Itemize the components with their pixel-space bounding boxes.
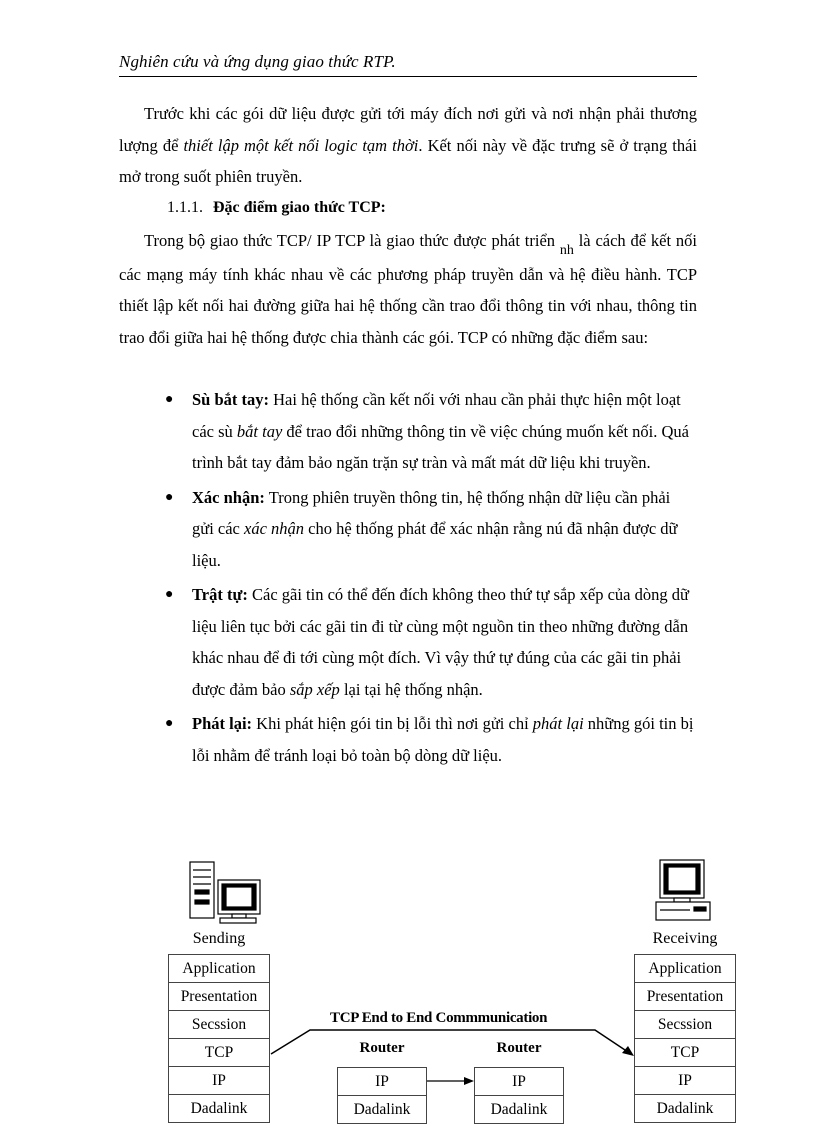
bullet-term: Phát lại: bbox=[192, 714, 253, 733]
tcp-path-line bbox=[271, 1030, 628, 1054]
bullet-text: Khi phát hiện gói tin bị lỗi thì nơi gửi chỉ bbox=[252, 714, 533, 733]
bullet-icon: ● bbox=[165, 716, 174, 731]
layer-tcp: TCP bbox=[634, 1038, 736, 1067]
router-arrowhead-icon bbox=[464, 1077, 474, 1085]
section-title: Đặc điểm giao thức TCP: bbox=[213, 199, 386, 216]
sending-label: Sending bbox=[192, 930, 246, 947]
layer-application: Application bbox=[168, 954, 270, 983]
bullet-emphasis: phát lại bbox=[532, 714, 584, 733]
router-label: Router bbox=[359, 1040, 405, 1056]
bullet-emphasis: bắt tay bbox=[236, 421, 283, 441]
bullet-icon: ● bbox=[165, 489, 174, 505]
receiving-label: Receiving bbox=[652, 930, 718, 947]
section-number: 1.1.1. bbox=[167, 199, 203, 216]
layer-session: Secssion bbox=[168, 1010, 270, 1039]
bullet-emphasis: xác nhận bbox=[244, 519, 305, 538]
receiving-stack bbox=[634, 955, 736, 1123]
layer-ip: IP bbox=[168, 1066, 270, 1095]
bullet-text: Các gãi tin có thể đến đích không theo thứ tự sắp xếp của dòng dữ liệu liên tục bởi các gãi tin đi từ cùng một nguồn tin theo những đường dẫn khác nhau để đi tới cùng một đích. Vì vậy thứ tự đúng của các gãi tin phải được đảm bảo bbox=[192, 585, 689, 699]
layer-ip: IP bbox=[634, 1066, 736, 1095]
layer-presentation: Presentation bbox=[168, 982, 270, 1011]
router-stack bbox=[474, 1068, 564, 1124]
bullet-icon: ● bbox=[165, 587, 174, 602]
bullet-text: Hai hệ thống cần kết nối với nhau cần phải thực hiện một loạt các sù bbox=[192, 390, 681, 441]
para2-text-b: là cách để kết nối các mạng máy tính khác nhau về các phương pháp truyền dẫn và hệ điều hành. TCP thiết lập kết nối hai đường giữa hai hệ thống cần trao đổi thông tin với nhau, thông tin trao đổi giữa hai hệ thống được chia thành các gói. TCP có những đặc điểm sau: bbox=[119, 231, 697, 347]
bullet-term: Xác nhận: bbox=[192, 487, 265, 507]
tcp-communication-label: TCP End to End Commmunication bbox=[330, 1010, 548, 1026]
para1-emphasis: thiết lập một kết nối logic tạm thời bbox=[183, 135, 419, 155]
layer-ip: IP bbox=[337, 1067, 427, 1096]
sending-stack bbox=[168, 955, 270, 1123]
bullet-text: Trong phiên truyền thông tin, hệ thống nhận dữ liệu cần phải gửi các bbox=[192, 487, 671, 538]
tcp-arrowhead-icon bbox=[622, 1046, 634, 1056]
bullet-icon: ● bbox=[165, 392, 174, 407]
router-label: Router bbox=[496, 1040, 542, 1056]
router-stack bbox=[337, 1068, 427, 1124]
layer-datalink: Dadalink bbox=[168, 1094, 270, 1123]
para2-text-a: Trong bộ giao thức TCP/ IP TCP là giao thức được phát triển bbox=[144, 231, 560, 250]
layer-ip: IP bbox=[474, 1067, 564, 1096]
layer-datalink: Dadalink bbox=[474, 1095, 564, 1124]
layer-presentation: Presentation bbox=[634, 982, 736, 1011]
page-header: Nghiên cứu và ứng dụng giao thức RTP. bbox=[119, 52, 697, 77]
layer-datalink: Dadalink bbox=[337, 1095, 427, 1124]
bullet-text: những gói tin bị lỗi nhằm để tránh loại bỏ toàn bộ dòng dữ liệu. bbox=[192, 714, 694, 765]
bullet-emphasis: sắp xếp bbox=[289, 679, 340, 699]
layer-datalink: Dadalink bbox=[634, 1094, 736, 1123]
para2-subscript: nh bbox=[559, 243, 574, 258]
layer-application: Application bbox=[634, 954, 736, 983]
bullet-term: Trật tự: bbox=[192, 585, 248, 604]
computer-sending-icon bbox=[190, 862, 260, 923]
layer-tcp: TCP bbox=[168, 1038, 270, 1067]
bullet-term: Sù bắt tay: bbox=[192, 390, 270, 409]
bullet-text: cho hệ thống phát để xác nhận rằng nú đã nhận được dữ liệu. bbox=[192, 519, 678, 570]
para1-text-a: Trước khi các gói dữ liệu được gửi tới máy đích nơi gửi và nơi nhận phải thương lượng để bbox=[119, 104, 697, 155]
para1-text-b: . Kết nối này về đặc trưng sẽ ở trạng thái mở trong suốt phiên truyền. bbox=[119, 135, 697, 186]
bullet-text: lại tại hệ thống nhận. bbox=[339, 679, 483, 699]
bullet-text: để trao đổi những thông tin về việc chúng muốn kết nối. Quá trình bắt tay đảm bảo ngăn trặn sự tràn và mất mát dữ liệu khi truyền. bbox=[192, 421, 689, 472]
computer-receiving-icon bbox=[656, 860, 710, 920]
layer-session: Secssion bbox=[634, 1010, 736, 1039]
